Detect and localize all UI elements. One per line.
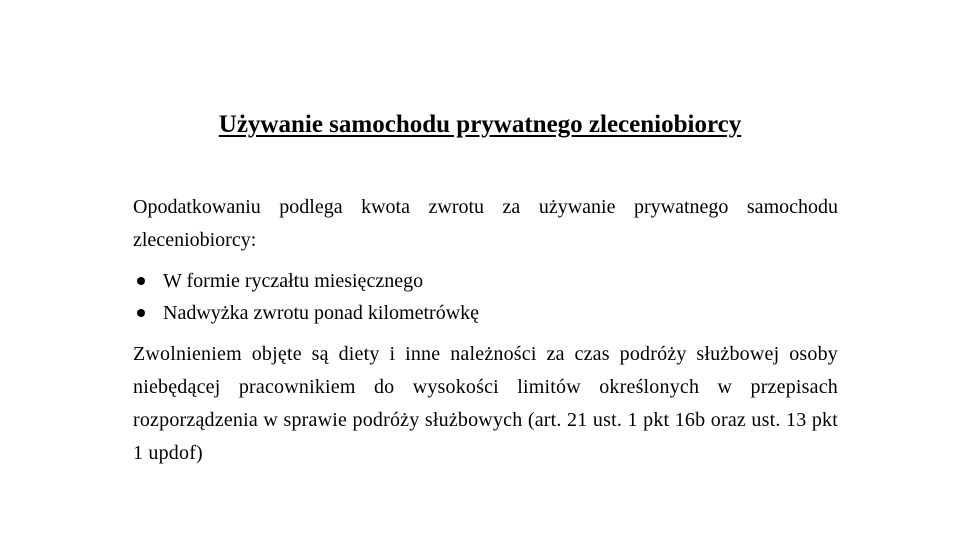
- bullet-icon: [137, 277, 145, 285]
- exemption-paragraph: Zwolnieniem objęte są diety i inne należności za czas podróży służbowej osoby niebędącej pracownikiem do wysokości limitów określonych w przepisach rozporządzenia w sprawie podróży służbowych (art. 21 ust. 1 pkt 16b oraz ust. 13 pkt 1 updof): [133, 343, 838, 464]
- bullet-text: W formie ryczałtu miesięcznego: [163, 270, 424, 292]
- slide-title: Używanie samochodu prywatnego zleceniobiorcy: [218, 111, 742, 138]
- bullet-icon: [137, 309, 145, 317]
- bullet-list: [133, 265, 838, 329]
- bullet-item: [133, 265, 838, 297]
- bullet-text: Nadwyżka zwrotu ponad kilometrówkę: [163, 302, 480, 324]
- bullet-item: [133, 297, 838, 329]
- intro-paragraph: Opodatkowaniu podlega kwota zwrotu za używanie prywatnego samochodu zleceniobiorcy:: [133, 196, 838, 251]
